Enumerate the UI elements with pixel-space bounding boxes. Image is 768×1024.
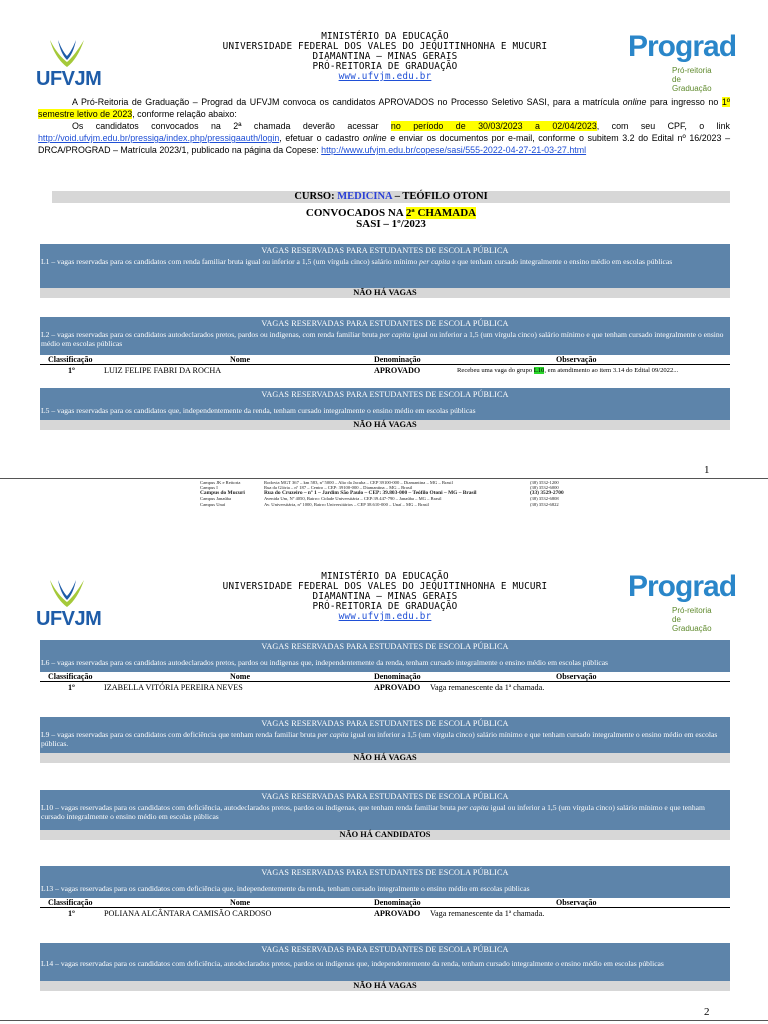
quota-status: NÃO HÁ VAGAS [40, 288, 730, 298]
quota-status: NÃO HÁ VAGAS [40, 420, 730, 430]
quota-title: VAGAS RESERVADAS PARA ESTUDANTES DE ESCOLA PÚBLICA [261, 945, 509, 954]
col-nome: Nome [230, 672, 250, 681]
page-header [0, 540, 768, 640]
col-denominacao: Denominação [374, 355, 421, 364]
row-classificacao: 1º [68, 683, 75, 692]
quota-status: NÃO HÁ VAGAS [40, 981, 730, 991]
pressiga-link[interactable]: http://void.ufvjm.edu.br/pressiga/index.php/pressigaauth/login [38, 133, 280, 143]
course-name: MEDICINA [337, 191, 393, 202]
copese-link[interactable]: http://www.ufvjm.edu.br/copese/sasi/555-2022-04-27-21-03-27.html [321, 145, 587, 155]
site-link[interactable]: www.ufvjm.edu.br [338, 71, 432, 82]
prograd-logo-text: Prograd [628, 30, 737, 63]
quota-block-l13 [40, 866, 730, 920]
col-denominacao: Denominação [374, 898, 421, 907]
ufvjm-logo [36, 576, 102, 630]
quota-description: L10 – vagas reservadas para os candidatos com deficiência, autodeclarados pretos, pardos ou indígenas, que tenham renda familiar bruta per capita igual ou inferior a 1,5 (um vírgula cinco) salário mínimo e que tenham cursado integralmente o ensino médio em escolas públicas [41, 803, 705, 821]
quota-header [40, 717, 730, 753]
quota-title: VAGAS RESERVADAS PARA ESTUDANTES DE ESCOLA PÚBLICA [261, 792, 509, 801]
quota-title: VAGAS RESERVADAS PARA ESTUDANTES DE ESCOLA PÚBLICA [261, 246, 509, 255]
quota-description: L2 – vagas reservadas para os candidatos autodeclarados pretos, pardos ou indígenas, com renda familiar bruta per capita igual ou inferior a 1,5 (um vírgula cinco) salário mínimo e que tenham cursado integralmente o ensino médio em escolas públicas [41, 330, 724, 348]
table-row [40, 365, 730, 377]
quota-title: VAGAS RESERVADAS PARA ESTUDANTES DE ESCOLA PÚBLICA [261, 719, 509, 728]
quota-header [40, 943, 730, 981]
header-text [150, 572, 620, 622]
quota-title: VAGAS RESERVADAS PARA ESTUDANTES DE ESCOLA PÚBLICA [261, 390, 509, 399]
footer-row: Campus do Mucuri Rua do Cruzeiro – nº 1 – Jardim São Paulo – CEP: 39.803-000 – Teófilo Otoni – MG – Brasil (33) 3529-2700 [200, 489, 564, 496]
page-gap [0, 512, 768, 540]
intro-paragraph-1: A Pró-Reitoria de Graduação – Prograd da UFVJM convoca os candidatos APROVADOS no Processo Seletivo SASI, para a matrícula online para ingresso no 1º semestre letivo de 2023, conforme relação abaixo: [38, 97, 730, 119]
table-row [40, 682, 730, 694]
quota-description: L5 – vagas reservadas para os candidatos que, independentemente da renda, tenham cursado integralmente o ensino médio em escolas públicas [41, 406, 476, 415]
ministry-line: MINISTÉRIO DA EDUCAÇÃO [321, 31, 449, 42]
site-link[interactable]: www.ufvjm.edu.br [338, 611, 432, 622]
prograd-logo [628, 30, 737, 93]
quota-status: NÃO HÁ VAGAS [40, 753, 730, 763]
header-text [150, 32, 620, 82]
footer-row: Campus I Rua da Glória – nº 187 – Centro – CEP: 39100-000 – Diamantina – MG – Brasil (38) 3532-6000 [200, 485, 559, 491]
university-line: UNIVERSIDADE FEDERAL DOS VALES DO JEQUITINHONHA E MUCURI [222, 581, 548, 592]
quota-title: VAGAS RESERVADAS PARA ESTUDANTES DE ESCOLA PÚBLICA [261, 868, 509, 877]
quota-title: VAGAS RESERVADAS PARA ESTUDANTES DE ESCOLA PÚBLICA [261, 319, 509, 328]
quota-block-l10 [40, 790, 730, 840]
row-status: APROVADO [374, 366, 421, 375]
chamada-highlight: 2ª CHAMADA [405, 207, 477, 219]
page-header [0, 0, 768, 100]
quota-header [40, 317, 730, 355]
prograd-logo-text: Prograd [628, 570, 737, 603]
page-number: 2 [704, 1006, 710, 1018]
row-status: APROVADO [374, 909, 421, 918]
quota-header [40, 388, 730, 420]
prograd-logo-subtitle: Pró-reitoria de Graduação [672, 606, 712, 633]
ufvjm-logo [36, 36, 102, 90]
university-line: UNIVERSIDADE FEDERAL DOS VALES DO JEQUITINHONHA E MUCURI [222, 41, 548, 52]
quota-block-l14 [40, 943, 730, 991]
col-classificacao: Classificação [48, 355, 93, 364]
table-header [40, 672, 730, 682]
col-nome: Nome [230, 355, 250, 364]
quota-block-l5 [40, 388, 730, 430]
quota-header [40, 640, 730, 672]
course-bar: CURSO: MEDICINA – TEÓFILO OTONI [52, 191, 730, 203]
quota-description: L9 – vagas reservadas para os candidatos com deficiência que tenham renda familiar bruta per capita igual ou inferior a 1,5 (um vírgula cinco) salário mínimo e que tenham cursado integralmente o ensino médio em escolas públicas. [41, 730, 718, 748]
footer-row: Campus Janaúba Avenida Um, Nº 4050, Bairro: Cidade Universitária – CEP:39.447-790 – Janaúba – MG – Brasil (38) 3532-6808 [200, 496, 559, 502]
quota-description: L1 – vagas reservadas para os candidatos com renda familiar bruta igual ou inferior a 1,5 (um vírgula cinco) salário mínimo per capita e que tenham cursado integralmente o ensino médio em escolas públicas [41, 257, 673, 266]
page-footer [200, 480, 580, 507]
ufvjm-logo-text: UFVJM [36, 608, 102, 630]
dept-line: PRÓ-REITORIA DE GRADUAÇÃO [312, 61, 458, 72]
city-line: DIAMANTINA – MINAS GERAIS [312, 51, 458, 62]
row-nome: POLIANA ALCÂNTARA CAMISÃO CARDOSO [104, 909, 272, 918]
col-classificacao: Classificação [48, 898, 93, 907]
quota-block-l1 [40, 244, 730, 298]
footer-rule [0, 1020, 768, 1021]
col-classificacao: Classificação [48, 672, 93, 681]
quota-block-l9 [40, 717, 730, 763]
ministry-line: MINISTÉRIO DA EDUCAÇÃO [321, 571, 449, 582]
quota-status: NÃO HÁ CANDIDATOS [40, 830, 730, 840]
row-nome: LUIZ FELIPE FABRI DA ROCHA [104, 366, 222, 375]
table-row [40, 908, 730, 920]
quota-description: L14 – vagas reservadas para os candidatos com deficiência, autodeclarados pretos, pardos ou indígenas que, independentemente da renda, tenham cursado integralmente o ensino médio em escolas públicas [41, 959, 664, 968]
convocation-title: CONVOCADOS NA 2ª CHAMADA SASI – 1º/2023 [305, 207, 477, 230]
period-highlight: no período de 30/03/2023 a 02/04/2023 [390, 121, 597, 131]
row-classificacao: 1º [68, 366, 75, 375]
ufvjm-logo-text: UFVJM [36, 68, 102, 90]
semester-highlight: 1º semestre letivo de 2023 [38, 97, 730, 119]
col-observacao: Observação [556, 898, 597, 907]
table-header [40, 355, 730, 365]
intro-text [38, 96, 730, 156]
row-status: APROVADO [374, 683, 421, 692]
quota-block-l2 [40, 317, 730, 377]
footer-row: Campus Unaí Av. Universitária, nº 1000, Bairro Universitários – CEP 38.610-000 – Unaí – MG – Brasil (38) 3532-6822 [200, 501, 559, 507]
col-observacao: Observação [556, 355, 597, 364]
col-observacao: Observação [556, 672, 597, 681]
intro-paragraph-2: Os candidatos convocados na 2ª chamada deverão acessar no período de 30/03/2023 a 02/04/2023, com seu CPF, o link http://void.ufvjm.edu.br/pressiga/index.php/pressigaauth/login, efetuar o cadastro online e enviar os documentos por e-mail, conforme o subitem 3.2 do Edital nº 16/2023 – DRCA/PROGRAD – Matrícula 2023/1, publicado na página da Copese: http://www.ufvjm.edu.br/copese/sasi/555-2022-04-27-21-03-27.html [38, 121, 731, 155]
row-nome: IZABELLA VITÓRIA PEREIRA NEVES [104, 683, 243, 692]
city-line: DIAMANTINA – MINAS GERAIS [312, 591, 458, 602]
row-observacao: Recebeu uma vaga do grupo L10, em atendimento ao item 3.14 do Edital 09/2022... [457, 367, 679, 374]
quota-description: L13 – vagas reservadas para os candidatos com deficiência que, independentemente da renda, tenham cursado integralmente o ensino médio em escolas públicas [41, 884, 530, 893]
prograd-logo [628, 570, 737, 633]
col-nome: Nome [230, 898, 250, 907]
row-observacao: Vaga remanescente da 1ª chamada. [430, 909, 545, 918]
quota-header [40, 866, 730, 898]
col-denominacao: Denominação [374, 672, 421, 681]
dept-line: PRÓ-REITORIA DE GRADUAÇÃO [312, 601, 458, 612]
row-classificacao: 1º [68, 909, 75, 918]
quota-description: L6 – vagas reservadas para os candidatos autodeclarados pretos, pardos ou indígenas que, independentemente da renda, tenham cursado integralmente o ensino médio em escolas públicas [41, 658, 609, 667]
quota-header [40, 244, 730, 288]
document-page-2 [0, 540, 768, 1024]
page-number: 1 [704, 464, 710, 476]
quota-header [40, 790, 730, 830]
quota-title: VAGAS RESERVADAS PARA ESTUDANTES DE ESCOLA PÚBLICA [261, 642, 509, 651]
quota-block-l6 [40, 640, 730, 694]
table-header [40, 898, 730, 908]
prograd-logo-subtitle: Pró-reitoria de Graduação [672, 66, 712, 93]
footer-rule [0, 478, 768, 479]
footer-row: Campus JK e Reitoria Rodovia MGT 367 – km 583, nº 5000 – Alto da Jacuba – CEP 39100-000 – Diamantina – MG – Brasil (38) 3532-1200 [200, 480, 559, 485]
row-observacao: Vaga remanescente da 1ª chamada. [430, 683, 545, 692]
